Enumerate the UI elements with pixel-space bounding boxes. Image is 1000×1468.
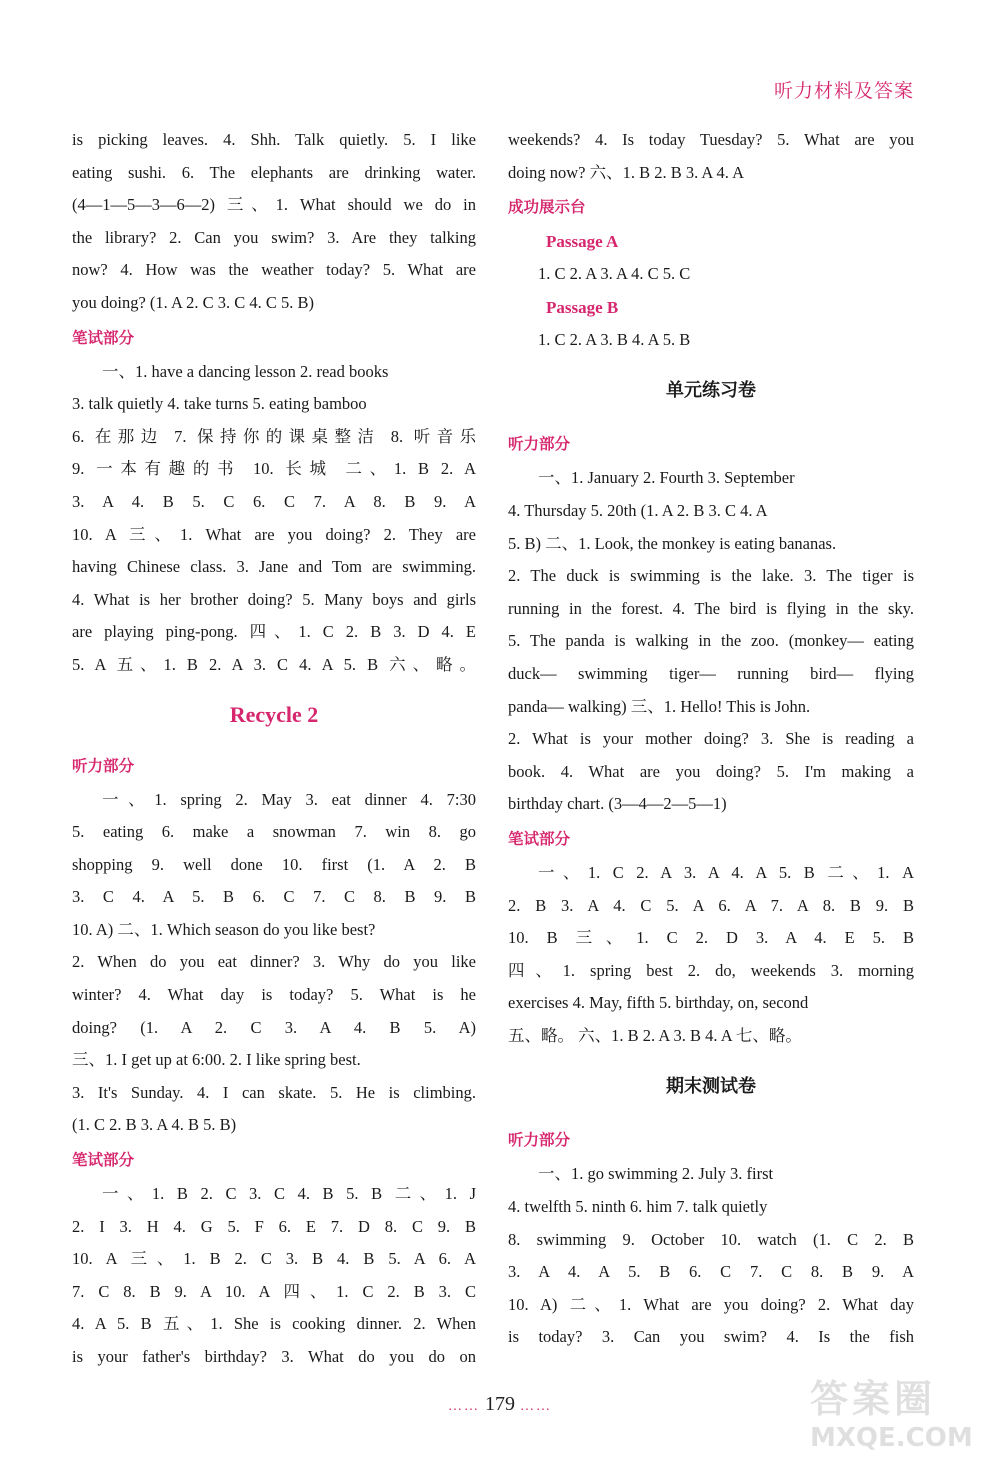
answer-line: 一、1. B 2. C 3. C 4. B 5. B 二、1. J [102,1184,476,1204]
answer-line: 一、1. C 2. A 3. A 4. A 5. B 二、1. A [538,862,914,882]
left-column [72,124,476,1374]
section-subheading: 听力部分 [508,435,571,454]
answer-line: 7. C 8. B 9. A 10. A 四、1. C 2. B 3. C [72,1281,476,1301]
section-subheading: 成功展示台 [508,198,586,217]
section-subheading: 笔试部分 [72,328,135,347]
answer-line: is today? 3. Can you swim? 4. Is the fish [508,1327,914,1347]
answer-line: now? 4. How was the weather today? 5. What are [72,260,476,280]
answer-line: doing? (1. A 2. C 3. A 4. B 5. A) [72,1017,476,1037]
section-subheading: 听力部分 [508,1131,571,1150]
answer-line: 5. B) 二、1. Look, the monkey is eating bananas. [508,533,837,553]
answer-line: 2. What is your mother doing? 3. She is reading a [508,729,914,749]
answer-line: 4. A 5. B 五、1. She is cooking dinner. 2. When [72,1314,476,1334]
passage-label: Passage A [546,232,619,252]
answer-line: 6. 在那边 7. 保持你的课桌整洁 8. 听音乐 [72,426,476,446]
answer-line: 10. A 三、1. B 2. C 3. B 4. B 5. A 6. A [72,1249,476,1269]
section-title: 期末测试卷 [666,1076,756,1098]
answer-line: 3. A 4. B 5. C 6. C 7. A 8. B 9. A [72,491,476,511]
page-number-value: 179 [485,1393,515,1415]
answer-line: 一、1. have a dancing lesson 2. read books [102,361,389,381]
answer-line: duck— swimming tiger— running bird— flying [508,663,914,683]
section-subheading: 笔试部分 [508,829,571,848]
answer-line: 五、略。 六、1. B 2. A 3. B 4. A 七、略。 [508,1025,802,1045]
answer-line: is your father's birthday? 3. What do you do on [72,1347,476,1366]
answer-line: (1. C 2. B 3. A 4. B 5. B) [72,1115,237,1135]
right-column [508,124,914,1354]
answer-line: having Chinese class. 3. Jane and Tom are swimming. [72,557,476,577]
answer-line: 10. A) 二、1. Which season do you like best? [72,919,376,939]
answer-line: 10. A 三、1. What are you doing? 2. They are [72,524,476,544]
answer-line: 5. The panda is walking in the zoo. (monkey— eating [508,631,914,651]
answer-line: eating sushi. 6. The elephants are drinking water. [72,162,476,182]
answer-line: 一、1. spring 2. May 3. eat dinner 4. 7:30 [102,789,476,809]
section-title: 单元练习卷 [666,380,756,402]
answer-line: 2. When do you eat dinner? 3. Why do you like [72,952,476,972]
answer-line: 10. A) 二、1. What are you doing? 2. What day [508,1294,914,1314]
answer-line: weekends? 4. Is today Tuesday? 5. What are you [508,130,914,149]
answer-line: winter? 4. What day is today? 5. What is he [72,985,476,1005]
answer-line: 3. It's Sunday. 4. I can skate. 5. He is climbing. [72,1082,476,1102]
answer-line: you doing? (1. A 2. C 3. C 4. C 5. B) [72,292,315,312]
passage-label: Passage B [546,297,619,317]
page-number-dots-left: …… [448,1399,480,1414]
watermark-logo [810,1368,1000,1468]
answer-line: panda— walking) 三、1. Hello! This is John. [508,696,811,716]
answer-line: 9. 一本有趣的书 10. 长城 二、1. B 2. A [72,459,476,479]
page-header-title: 听力材料及答案 [773,80,914,102]
answer-line: 5. eating 6. make a snowman 7. win 8. go [72,822,476,842]
answer-line: book. 4. What are you doing? 5. I'm making a [508,761,914,781]
answer-line: 2. The duck is swimming is the lake. 3. The tiger is [508,566,914,586]
section-title: Recycle 2 [229,701,319,727]
answer-line: 4. What is her brother doing? 5. Many boys and girls [72,589,476,609]
answer-line: 4. twelfth 5. ninth 6. him 7. talk quietly [508,1197,768,1217]
answer-line: 1. C 2. A 3. A 4. C 5. C [538,264,691,284]
answer-line: 三、1. I get up at 6:00. 2. I like spring best. [72,1050,361,1070]
answer-line: doing now? 六、1. B 2. B 3. A 4. A [508,162,745,182]
answer-line: 四、1. spring best 2. do, weekends 3. morning [508,960,914,980]
answer-line: 5. A 五、1. B 2. A 3. C 4. A 5. B 六、略。 [72,654,476,674]
section-subheading: 笔试部分 [72,1151,135,1170]
answer-line: 10. B 三、1. C 2. D 3. A 4. E 5. B [508,928,914,948]
section-subheading: 听力部分 [72,756,135,775]
answer-line: are playing ping-pong. 四、1. C 2. B 3. D 4. E [72,622,476,642]
answer-line: exercises 4. May, fifth 5. birthday, on, second [508,993,809,1013]
answer-line: birthday chart. (3—4—2—5—1) [508,794,727,814]
answer-line: is picking leaves. 4. Shh. Talk quietly. 5. I like [72,130,476,149]
watermark-bottom-text: MXQE.COM [810,1423,973,1453]
answer-line: 2. I 3. H 4. G 5. F 6. E 7. D 8. C 9. B [72,1216,476,1236]
answer-line: 2. B 3. A 4. C 5. A 6. A 7. A 8. B 9. B [508,895,914,915]
watermark-top-text: 答案圈 [810,1377,937,1421]
answer-line: 3. A 4. A 5. B 6. C 7. C 8. B 9. A [508,1262,914,1282]
answer-line: running in the forest. 4. The bird is flying in the sky. [508,598,914,618]
answer-line: 3. talk quietly 4. take turns 5. eating bamboo [72,394,367,414]
answer-line: (4—1—5—3—6—2) 三、1. What should we do in [72,195,476,215]
answer-line: 一、1. January 2. Fourth 3. September [538,468,795,488]
answer-line: 8. swimming 9. October 10. watch (1. C 2. B [508,1229,914,1249]
answer-line: 4. Thursday 5. 20th (1. A 2. B 3. C 4. A [508,500,768,520]
answer-line: 一、1. go swimming 2. July 3. first [538,1164,774,1184]
answer-line: 3. C 4. A 5. B 6. C 7. C 8. B 9. B [72,887,476,907]
answer-line: shopping 9. well done 10. first (1. A 2. B [72,854,476,874]
answer-line: the library? 2. Can you swim? 3. Are they talking [72,227,476,247]
page-number-dots-right: …… [520,1399,552,1414]
answer-line: 1. C 2. A 3. B 4. A 5. B [538,329,691,349]
